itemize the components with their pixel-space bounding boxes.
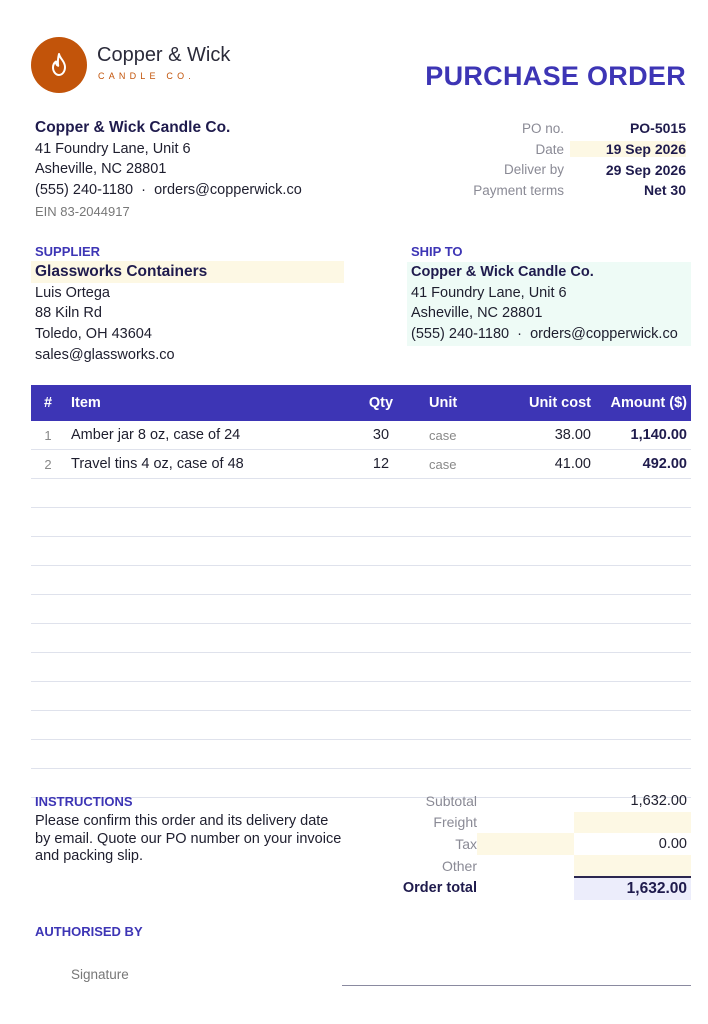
freight-value[interactable] [574,812,691,834]
meta-label: PO no. [521,120,564,136]
subtotal-row [360,790,691,812]
ship-to-phone: (555) 240-1180 [411,326,510,343]
row-item: Travel tins 4 oz, case of 48 [71,456,244,472]
sender-email[interactable]: orders@copperwick.co [154,182,302,199]
supplier-email[interactable]: sales@glassworks.co [35,346,175,363]
row-unit: case [429,427,457,443]
table-header [31,385,691,421]
sender-address2: Asheville, NC 28801 [35,161,167,178]
meta-label: Date [535,141,564,157]
meta-label: Payment terms [473,182,564,198]
other-row [360,855,691,877]
signature-line[interactable] [342,985,691,986]
order-total-label: Order total [402,880,477,897]
signature-label: Signature [71,967,129,982]
meta-row-deliver-by [446,159,686,180]
empty-row [31,508,691,537]
other-value[interactable] [574,855,691,877]
meta-label: Deliver by [503,162,564,178]
tax-label: Tax [455,835,477,852]
empty-row [31,479,691,508]
header-qty: Qty [368,395,394,411]
line-items-table [31,385,691,798]
ship-to-email[interactable]: orders@copperwick.co [530,326,678,343]
document-title: PURCHASE ORDER [425,61,686,91]
row-num: 1 [44,427,52,443]
row-unit-cost: 41.00 [554,456,591,472]
ship-to-address1: 41 Foundry Lane, Unit 6 [411,284,567,301]
header-unit-cost: Unit cost [528,395,591,411]
supplier-name: Glassworks Containers [35,263,208,280]
other-label: Other [441,857,477,874]
authorised-by-heading: AUTHORISED BY [35,924,143,939]
deliver-by-date: 29 Sep 2026 [605,161,686,178]
order-total-row [360,876,691,900]
tax-row [360,833,691,855]
instructions-heading: INSTRUCTIONS [35,794,133,809]
empty-row [31,537,691,566]
row-num: 2 [44,456,52,472]
ship-to-address2: Asheville, NC 28801 [411,305,543,322]
brand-name: Copper & Wick [97,44,231,66]
po-meta [446,118,686,201]
ship-to-block [411,262,678,345]
empty-row [31,624,691,653]
table-row [31,421,691,450]
payment-terms: Net 30 [643,182,686,199]
row-amount: 1,140.00 [630,427,687,443]
subtotal-value: 1,632.00 [630,792,687,809]
po-date: 19 Sep 2026 [570,141,686,157]
freight-label: Freight [433,814,477,831]
brand-tagline: CANDLE CO. [98,71,196,81]
meta-row-po [446,118,686,139]
empty-row [31,740,691,769]
po-number: PO-5015 [629,120,686,137]
instructions-text: Please confirm this order and its delivery date by email. Quote our PO number on your invoice and packing slip. [35,813,342,864]
sender-phone: (555) 240-1180 [35,182,134,199]
sender-ein: EIN 83-2044917 [35,203,130,219]
header-num: # [43,395,53,411]
order-total-value: 1,632.00 [574,876,691,900]
freight-row [360,812,691,834]
row-unit: case [429,456,457,472]
sender-separator: · [141,182,146,199]
supplier-heading: SUPPLIER [35,244,101,259]
totals-block [360,790,691,900]
row-unit-cost: 38.00 [554,427,591,443]
tax-value[interactable]: 0.00 [658,835,687,852]
logo-mark [31,37,87,93]
supplier-address2: Toledo, OH 43604 [35,326,152,343]
empty-row [31,711,691,740]
row-qty: 30 [372,427,390,443]
ship-to-name: Copper & Wick Candle Co. [411,264,594,280]
subtotal-label: Subtotal [425,792,477,809]
flame-icon [47,52,71,78]
row-amount: 492.00 [642,456,687,472]
meta-row-date [446,139,686,160]
supplier-contact: Luis Ortega [35,284,110,301]
table-row [31,450,691,479]
header-unit: Unit [429,395,458,411]
ship-to-contact [411,324,678,345]
meta-row-payment-terms [446,180,686,201]
sender-address1: 41 Foundry Lane, Unit 6 [35,140,191,157]
header-amount: Amount ($) [610,395,687,411]
empty-row [31,682,691,711]
sender-block [35,118,302,223]
sender-contact [35,180,302,201]
row-item: Amber jar 8 oz, case of 24 [71,427,241,443]
header-item: Item [71,395,101,411]
empty-row [31,653,691,682]
sender-name: Copper & Wick Candle Co. [35,119,231,136]
supplier-address1: 88 Kiln Rd [35,305,102,322]
ship-to-separator: · [517,326,522,343]
empty-row [31,595,691,624]
ship-to-heading: SHIP TO [411,244,463,259]
empty-row [31,566,691,595]
row-qty: 12 [372,456,390,472]
supplier-block [35,262,207,366]
